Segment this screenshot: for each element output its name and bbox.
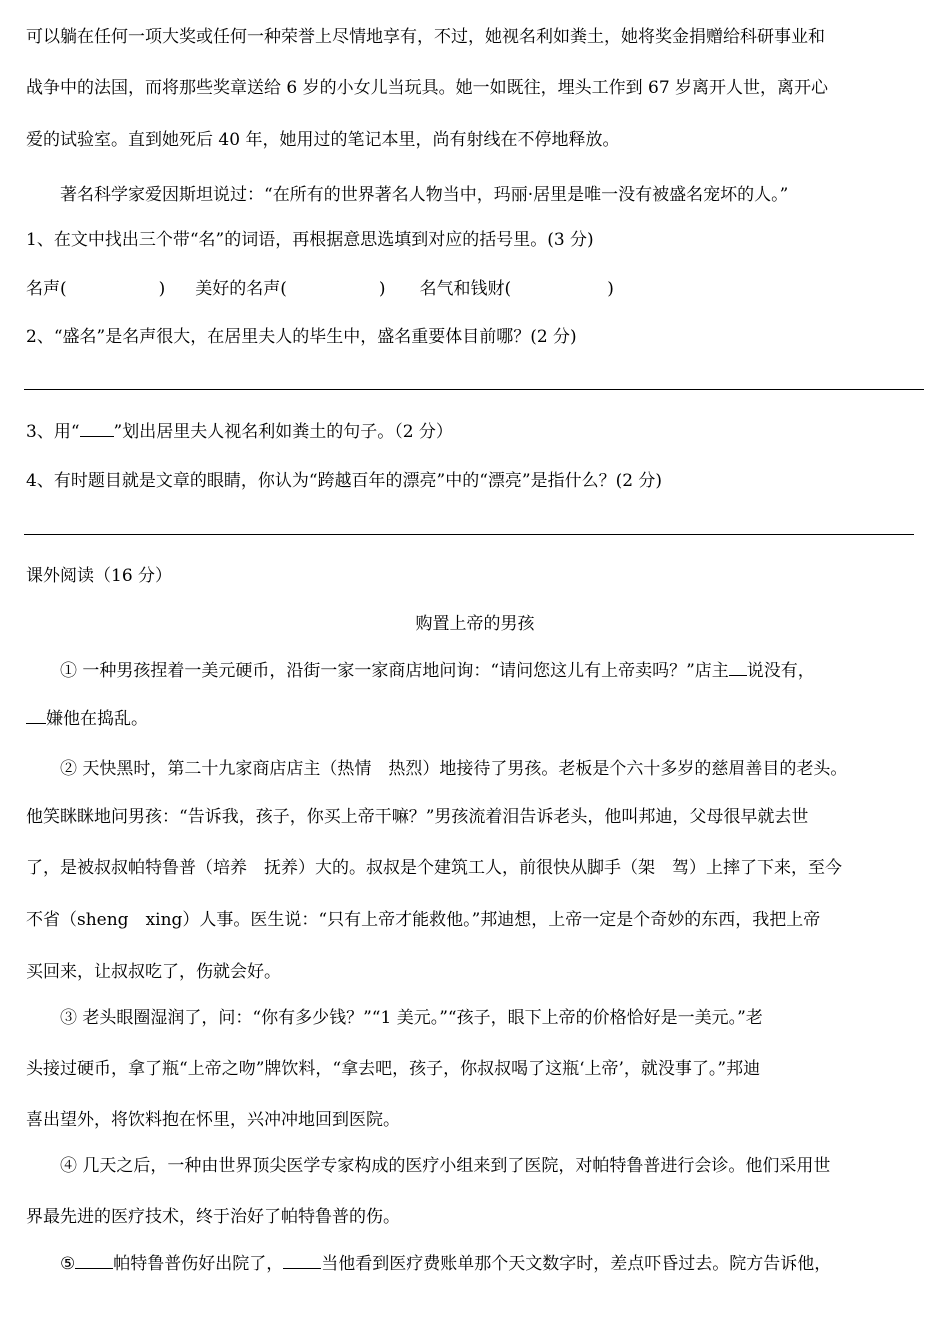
- question-1-options: [26, 278, 936, 300]
- passage-line: 爱的试验室。直到她死后 40 年，她用过的笔记本里，尚有射线在不停地释放。: [26, 130, 620, 150]
- story-line: 了，是被叔叔帕特鲁普（培养 抚养）大的。叔叔是个建筑工人，前很快从脚手（架 驾）上摔了下来，至今: [26, 858, 842, 878]
- fill-blank[interactable]: [75, 1268, 113, 1269]
- paren-close: ): [378, 279, 386, 299]
- fill-blank[interactable]: [26, 723, 46, 724]
- story-line: ③ 老头眼圈湿润了，问：“你有多少钱？”“1 美元。”“孩子，眼下上帝的价格恰好是一美元。”老: [60, 1008, 763, 1028]
- story-line: ② 天快黑时，第二十九家商店店主（热情 热烈）地接待了男孩。老板是个六十多岁的慈眉善目的老头。: [60, 759, 848, 779]
- option-fame-wealth-label: 名气和钱财(: [419, 279, 512, 299]
- passage-line: 可以躺在任何一项大奖或任何一种荣誉上尽情地享有，不过，她视名利如粪土，她将奖金捐赠给科研事业和: [26, 27, 825, 47]
- question-3: 3、用“ ”划出居里夫人视名利如粪土的句子。（2 分）: [26, 422, 453, 442]
- paren-close: ): [607, 279, 614, 299]
- fill-blank[interactable]: [729, 675, 747, 676]
- story-line: 头接过硬币，拿了瓶“上帝之吻”牌饮料，“拿去吧，孩子，你叔叔喝了这瓶‘上帝’，就没事了。”邦迪: [26, 1059, 761, 1079]
- underline-sample: [80, 436, 114, 437]
- answer-line[interactable]: [24, 389, 924, 390]
- paren-close: ): [158, 279, 166, 299]
- story-line: 他笑眯眯地问男孩：“告诉我，孩子，你买上帝干嘛？”男孩流着泪告诉老头，他叫邦迪，父母很早就去世: [26, 807, 809, 827]
- question-4: 4、有时题目就是文章的眼睛，你认为“跨越百年的漂亮”中的“漂亮”是指什么？(2 分): [26, 471, 663, 491]
- answer-line[interactable]: [24, 534, 914, 535]
- story-line: ① 一种男孩捏着一美元硬币，沿街一家一家商店地问询：“请问您这儿有上帝卖吗？”店主 说没有，: [60, 661, 815, 681]
- story-line: 喜出望外，将饮料抱在怀里，兴冲冲地回到医院。: [26, 1110, 400, 1130]
- option-fame-label: 名声(: [26, 279, 67, 299]
- story-line: 买回来，让叔叔吃了，伤就会好。: [26, 962, 281, 982]
- question-2: 2、“盛名”是名声很大，在居里夫人的毕生中，盛名重要体目前哪？(2 分): [26, 327, 577, 347]
- story-line: 界最先进的医疗技术，终于治好了帕特鲁普的伤。: [26, 1207, 400, 1227]
- story-line: 嫌他在捣乱。: [26, 708, 936, 730]
- story-title: 购置上帝的男孩: [415, 614, 535, 634]
- question-1: 1、在文中找出三个带“名”的词语，再根据意思选填到对应的括号里。(3 分): [26, 230, 594, 250]
- fill-blank[interactable]: [283, 1268, 321, 1269]
- passage-line: 战争中的法国，而将那些奖章送给 6 岁的小女儿当玩具。她一如既往，埋头工作到 67 岁离开人世，离开心: [26, 78, 829, 98]
- story-line: ⑤ 帕特鲁普伤好出院了， 当他看到医疗费账单那个天文数字时，差点吓昏过去。院方告诉他，: [60, 1254, 832, 1274]
- option-good-fame-label: 美好的名声(: [195, 279, 287, 299]
- story-line: 不省（sheng xing）人事。医生说：“只有上帝才能救他。”邦迪想，上帝一定是个奇妙的东西，我把上帝: [26, 910, 821, 930]
- section-heading: 课外阅读（16 分）: [26, 566, 173, 586]
- passage-line: 著名科学家爱因斯坦说过：“在所有的世界著名人物当中，玛丽·居里是唯一没有被盛名宠坏的人。”: [60, 185, 789, 205]
- story-line: ④ 几天之后，一种由世界顶尖医学专家构成的医疗小组来到了医院，对帕特鲁普进行会诊。他们采用世: [60, 1156, 831, 1176]
